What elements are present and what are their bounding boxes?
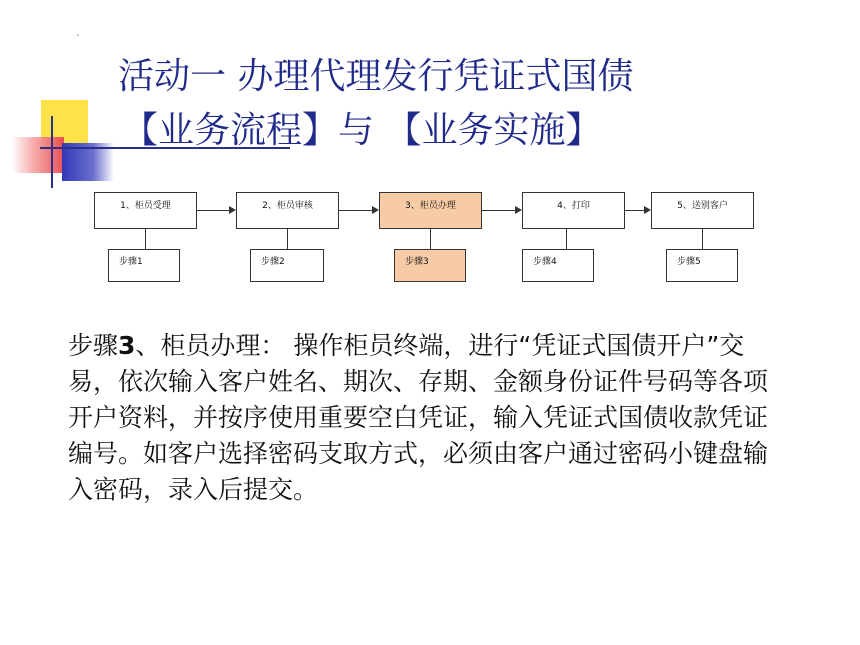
page-subtitle: 【业务流程】与 【业务实施】 — [122, 110, 602, 151]
flow-stage-2: 2、柜员审核 — [236, 192, 339, 229]
flow-arrow-head-4 — [644, 206, 651, 214]
flow-arrow-head-3 — [515, 206, 522, 214]
step-label-number: 3 — [118, 331, 136, 360]
step-description-text: 操作柜员终端，进行“凭证式国债开户”交易，依次输入客户姓名、期次、存期、金额身份证件号码等各项开户资料，并按序使用重要空白凭证，输入凭证式国债收款凭证编号。如客户选择密码支取方式，必须由客户通过密码小键盘输入密码，录入后提交。 — [68, 331, 769, 504]
step-label-prefix: 步骤 — [68, 331, 119, 360]
step-box-2: 步骤2 — [250, 249, 324, 282]
flow-stage-5: 5、送别客户 — [651, 192, 754, 229]
process-flow-diagram — [0, 0, 860, 300]
step-box-5: 步骤5 — [666, 249, 738, 282]
step-box-3: 步骤3 — [394, 249, 466, 282]
step-description — [68, 328, 788, 508]
page-title: 活动一 办理代理发行凭证式国债 — [118, 56, 634, 97]
flow-stage-1: 1、柜员受理 — [94, 192, 197, 229]
flow-arrow-head-2 — [372, 206, 379, 214]
flow-arrow-head-1 — [229, 206, 236, 214]
step-box-4: 步骤4 — [522, 249, 594, 282]
flow-arrow-2 — [339, 210, 372, 211]
flow-stage-4: 4、打印 — [522, 192, 625, 229]
flow-stage-3: 3、柜员办理 — [379, 192, 482, 229]
flow-arrow-1 — [197, 210, 229, 211]
step-box-1: 步骤1 — [108, 249, 180, 282]
flow-arrow-3 — [482, 210, 515, 211]
step-label-suffix: 、柜员办理： — [135, 331, 286, 360]
flow-arrow-4 — [625, 210, 644, 211]
